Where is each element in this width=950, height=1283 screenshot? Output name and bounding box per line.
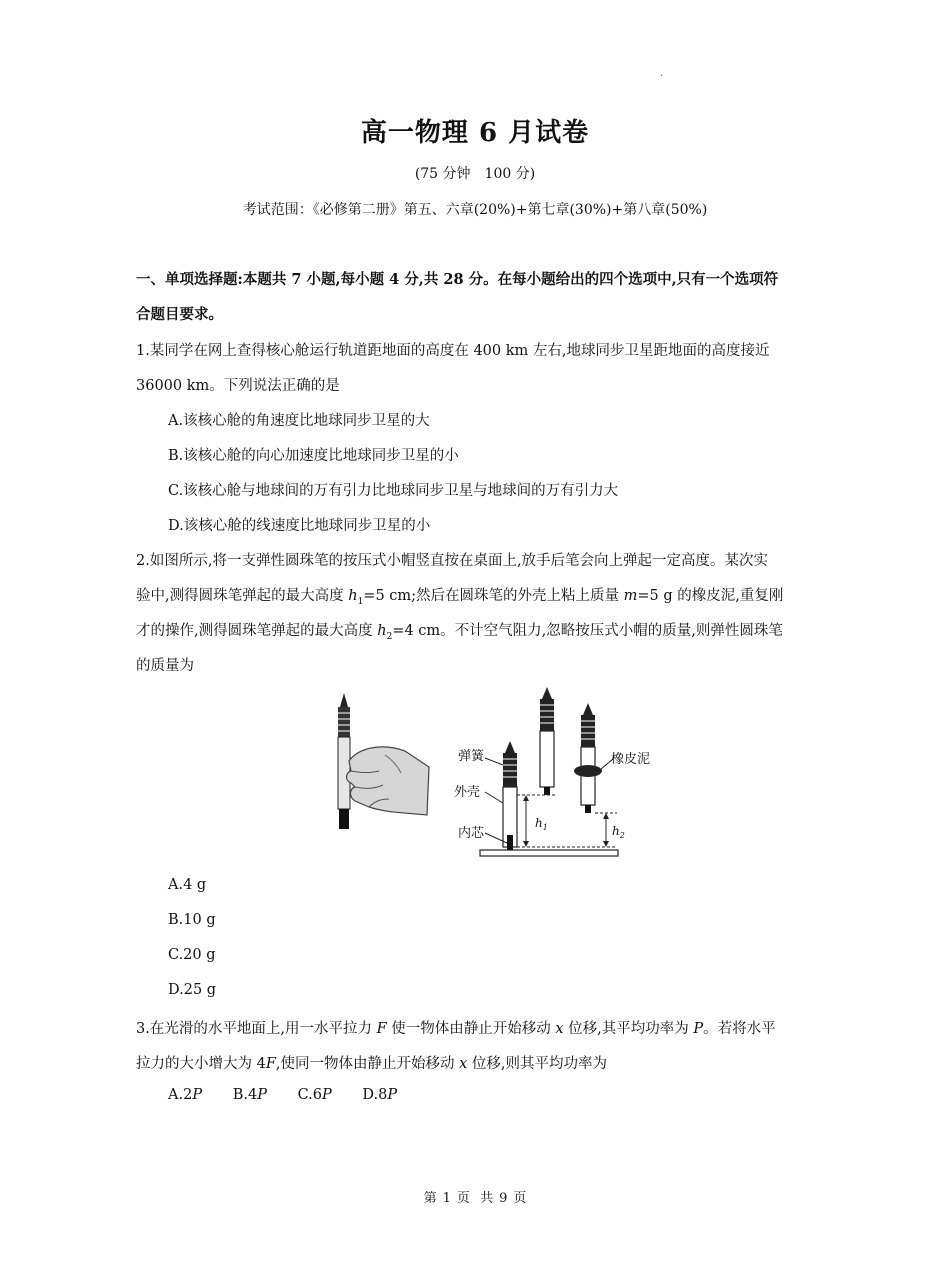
putty-blob (574, 765, 602, 777)
q2-stem-line2: 验中,测得圆珠笔弹起的最大高度 $h_1=5$ cm;然后在圆珠笔的外壳上粘上质量 m=5 g 的橡皮泥,重复刚 (136, 588, 784, 607)
label-shell: 外壳 (454, 785, 481, 800)
table-surface (480, 850, 618, 856)
q1-option-b: B.该核心舱的向心加速度比地球同步卫星的小 (168, 448, 459, 464)
q1-option-d: D.该核心舱的线速度比地球同步卫星的小 (168, 518, 431, 534)
q1-option-a: A.该核心舱的角速度比地球同步卫星的大 (168, 413, 430, 429)
hand-pen-illustration (338, 693, 429, 829)
q2-option-c: C.20 g (168, 947, 216, 963)
label-h1: $h_1$ (535, 816, 548, 832)
q3-option-c: C.6P (297, 1087, 332, 1103)
label-putty: 橡皮泥 (611, 752, 651, 767)
q2-stem-line3: 才的操作,测得圆珠笔弹起的最大高度 $h_2=4$ cm。不计空气阻力,忽略按压式小帽的质量,则弹性圆珠笔 (136, 623, 783, 642)
page-number: 1 (442, 1191, 451, 1206)
page-footer: 第 1 页 共 9 页 (423, 1191, 527, 1206)
q2-stem-line4: 的质量为 (136, 658, 194, 674)
pen-diagram (325, 685, 655, 860)
q3-stem-line1: 3.在光滑的水平地面上,用一水平拉力 F 使一物体由静止开始移动 x 位移,其平均功率为 P。若将水平 (136, 1021, 776, 1037)
exam-scope: 考试范围：《必修第二册》第五、六章(20%)+第七章(30%)+第八章(50%) (242, 202, 708, 218)
q2-stem-line1: 2.如图所示,将一支弹性圆珠笔的按压式小帽竖直按在桌面上,放手后笔会向上弹起一定高度。某次实 (136, 553, 769, 569)
label-spring: 弹簧 (458, 749, 485, 764)
q1-stem-line1: 1.某同学在网上查得核心舱运行轨道距地面的高度在 400 km 左右,地球同步卫星距地面的高度接近 (136, 343, 770, 359)
raised-pen-h2 (574, 703, 602, 813)
exam-duration-score: (75 分钟 100 分) (414, 166, 536, 182)
total-pages: 9 (499, 1191, 508, 1206)
page-title: 高一物理 6 月试卷 (360, 118, 590, 148)
label-core: 内芯 (458, 826, 485, 841)
label-h2: $h_2$ (612, 824, 625, 840)
q1-option-c: C.该核心舱与地球间的万有引力比地球同步卫星与地球间的万有引力大 (168, 483, 619, 499)
stray-dot: . (660, 68, 664, 79)
pressed-pen (503, 741, 517, 850)
q3-options (168, 1087, 423, 1103)
q2-option-b: B.10 g (168, 912, 216, 928)
q2-option-a: A.4 g (168, 877, 207, 893)
q3-option-a: A.2P (168, 1087, 203, 1103)
q3-option-b: B.4P (232, 1087, 267, 1103)
q3-option-d: D.8P (362, 1087, 398, 1103)
raised-pen-h1 (540, 687, 554, 795)
q2-option-d: D.25 g (168, 982, 217, 998)
q3-stem-line2: 拉力的大小增大为 4F,使同一物体由静止开始移动 x 位移,则其平均功率为 (136, 1056, 608, 1072)
section-heading: 一、单项选择题:本题共 7 小题,每小题 4 分,共 28 分。在每小题给出的四个选项中,只有一个选项符 (136, 271, 779, 288)
q1-stem-line2: 36000 km。下列说法正确的是 (136, 378, 340, 394)
section-heading-cont: 合题目要求。 (136, 306, 223, 323)
